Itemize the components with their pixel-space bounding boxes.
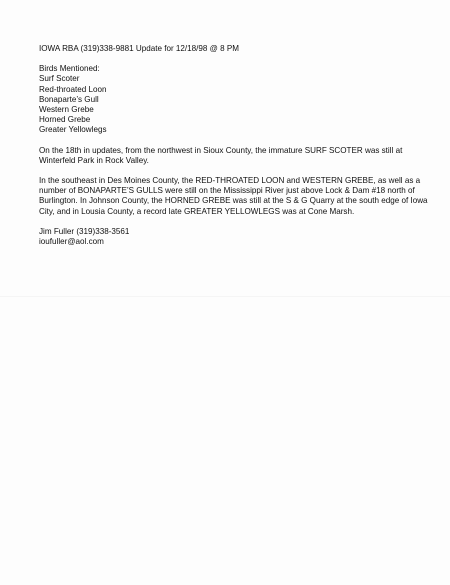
birds-mentioned-section (39, 64, 431, 135)
bird-list-item: Surf Scoter (39, 74, 80, 84)
bird-list-item: Western Grebe (39, 105, 94, 115)
sioux-county-update: On the 18th in updates, from the northwest in Sioux County, the immature SURF SCOTER was still at Winterfeld Park in Rock Valley. (39, 145, 403, 165)
southeast-iowa-update: In the southeast in Des Moines County, the RED-THROATED LOON and WESTERN GREBE, as well as a number of BONAPARTE’S GULLS were still on the Mississippi River just above Lock & Dam #18 north of Burlington. In Johnson County, the HORNED GREBE was still at the S & G Quarry at the south edge of Iowa City, and in Lousia County, a record late GREATER YELLOWLEGS was at Cone Marsh. (39, 176, 428, 216)
bird-list-item: Horned Grebe (39, 115, 91, 125)
bird-list-item: Greater Yellowlegs (39, 125, 107, 135)
header-line: IOWA RBA (319)338-9881 Update for 12/18/98 @ 8 PM (39, 44, 240, 53)
bird-list-item: Red-throated Loon (39, 84, 107, 94)
signature-name-phone: Jim Fuller (319)338-3561 (39, 226, 130, 236)
bird-list-item: Bonaparte’s Gull (39, 94, 99, 104)
signature-block (39, 227, 431, 247)
rare-bird-alert-text (39, 44, 431, 247)
scan-mark (0, 296, 450, 297)
birds-mentioned-title: Birds Mentioned: (39, 64, 100, 74)
signature-email: ioufuller@aol.com (39, 237, 104, 247)
